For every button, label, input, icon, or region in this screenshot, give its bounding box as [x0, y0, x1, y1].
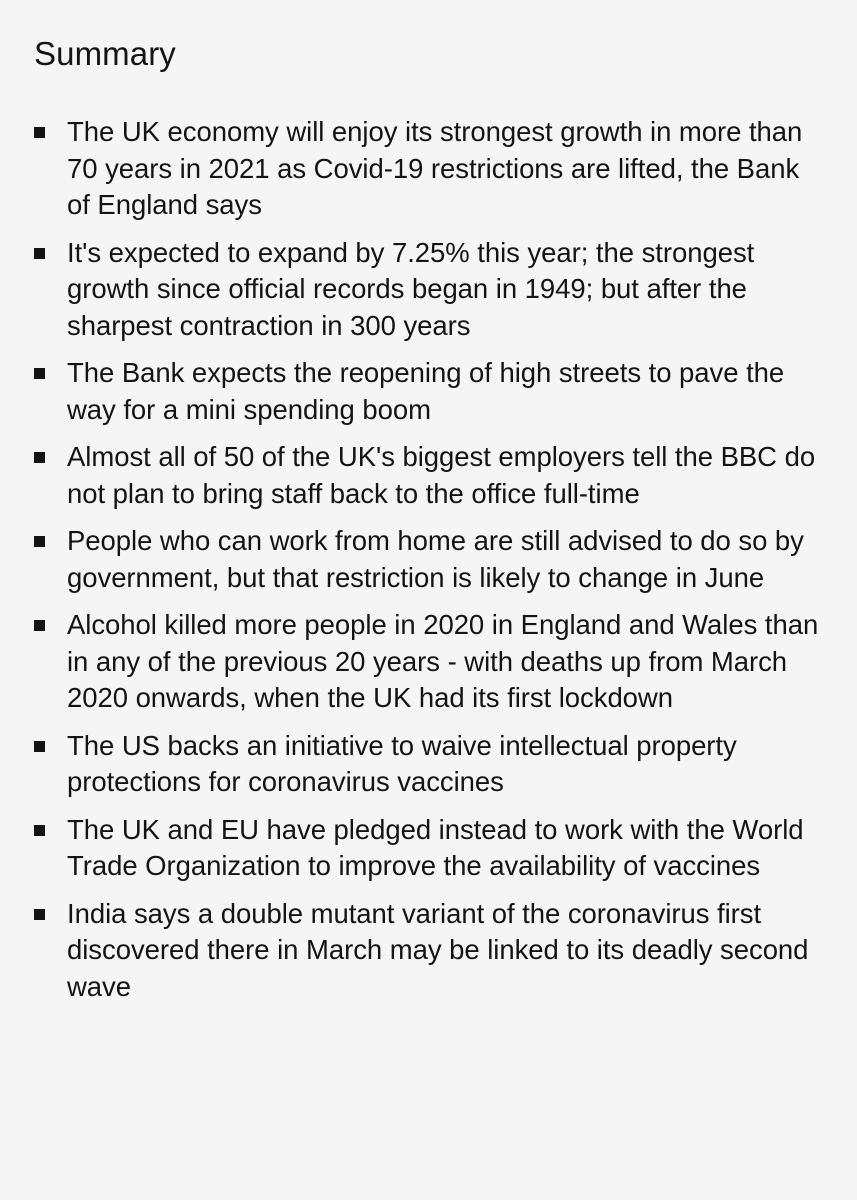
- summary-item: [0, 355, 857, 428]
- square-bullet-icon: [34, 248, 45, 259]
- summary-item: [0, 523, 857, 596]
- square-bullet-icon: [34, 536, 45, 547]
- square-bullet-icon: [34, 452, 45, 463]
- summary-item-text: The Bank expects the reopening of high streets to pave the way for a mini spending boom: [67, 357, 785, 425]
- summary-item: [0, 896, 857, 1006]
- square-bullet-icon: [34, 127, 45, 138]
- square-bullet-icon: [34, 909, 45, 920]
- square-bullet-icon: [34, 741, 45, 752]
- summary-item-text: It's expected to expand by 7.25% this year; the strongest growth since official records began in 1949; but after the sharpest contraction in 300 years: [67, 236, 755, 341]
- summary-item: [0, 728, 857, 801]
- summary-item: [0, 812, 857, 885]
- square-bullet-icon: [34, 825, 45, 836]
- square-bullet-icon: [34, 368, 45, 379]
- summary-item-text: People who can work from home are still advised to do so by government, but that restriction is likely to change in June: [67, 525, 804, 593]
- summary-item: [0, 114, 857, 224]
- summary-item: [0, 439, 857, 512]
- summary-title: Summary: [34, 35, 176, 72]
- square-bullet-icon: [34, 620, 45, 631]
- summary-item-text: India says a double mutant variant of the coronavirus first discovered there in March may be linked to its deadly second wave: [67, 897, 809, 1002]
- summary-item: [0, 607, 857, 717]
- summary-item-text: The UK economy will enjoy its strongest growth in more than 70 years in 2021 as Covid-19 restrictions are lifted, the Bank of England says: [67, 116, 803, 220]
- summary-item-text: Alcohol killed more people in 2020 in England and Wales than in any of the previous 20 years - with deaths up from March 2020 onwards, when the UK had its first lockdown: [67, 609, 819, 713]
- summary-list: [0, 114, 857, 1016]
- summary-item: [0, 235, 857, 345]
- summary-item-text: The US backs an initiative to waive intellectual property protections for coronavirus vaccines: [67, 729, 737, 797]
- summary-item-text: The UK and EU have pledged instead to work with the World Trade Organization to improve the availability of vaccines: [67, 813, 804, 881]
- summary-item-text: Almost all of 50 of the UK's biggest employers tell the BBC do not plan to bring staff back to the office full-time: [67, 441, 816, 509]
